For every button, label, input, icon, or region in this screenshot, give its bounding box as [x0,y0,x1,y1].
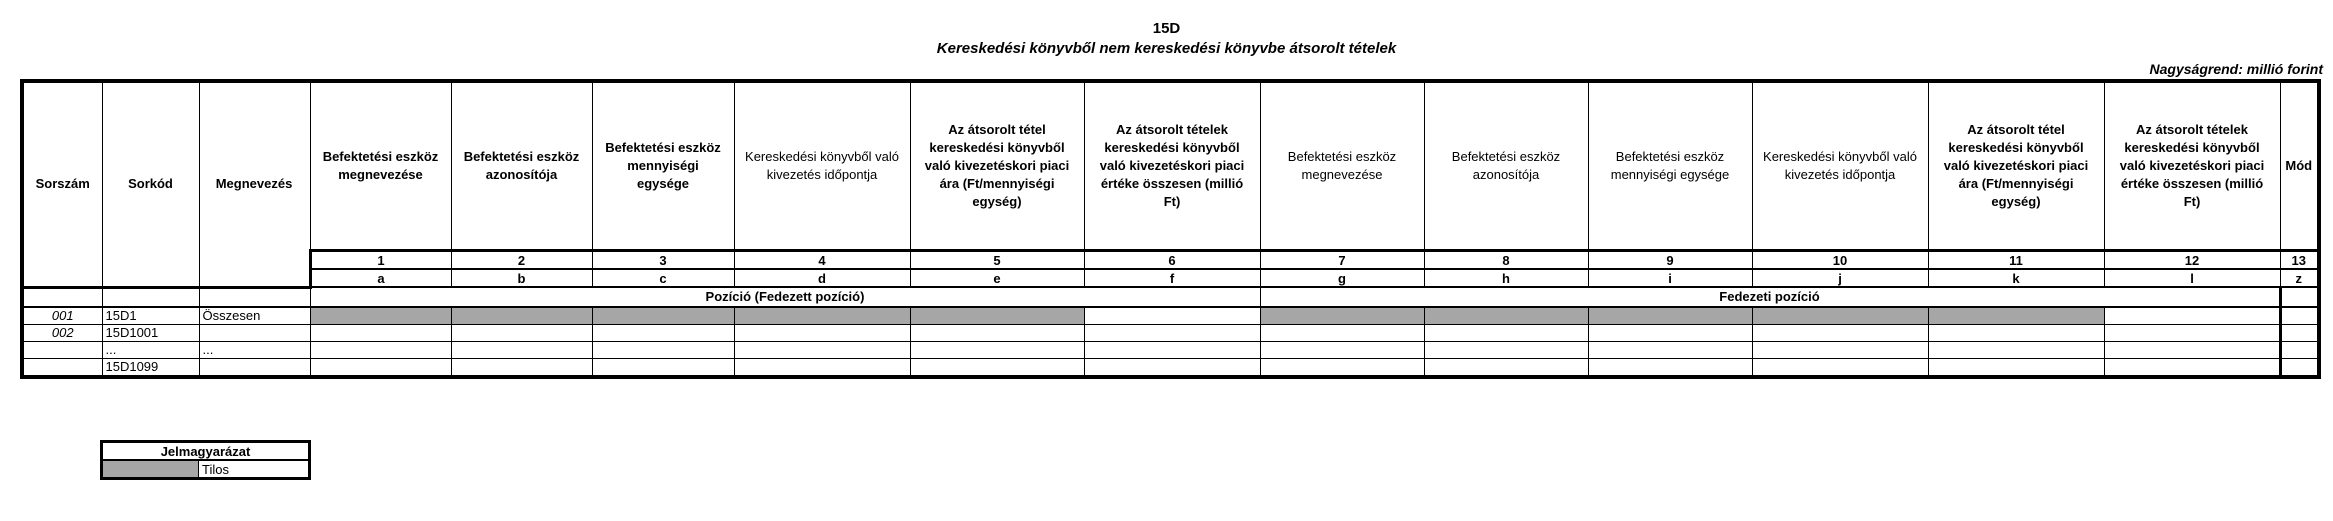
row-sorszam: 001 [22,307,102,325]
data-cell[interactable] [451,324,592,341]
data-cell[interactable] [310,341,451,358]
col-letter: k [1928,269,2104,287]
data-cell[interactable] [910,324,1084,341]
row-sorszam [22,341,102,358]
col-number: 10 [1752,251,1928,270]
col-letter: h [1424,269,1588,287]
data-cell[interactable] [1588,341,1752,358]
data-cell[interactable] [1752,358,1928,377]
disabled-cell [1588,307,1752,325]
col-letter: z [2280,269,2319,287]
row-megnevezes: ... [199,341,310,358]
data-cell[interactable] [1084,341,1260,358]
legend-table [100,440,311,480]
row-sorkod: 15D1 [102,307,199,325]
header-sorkod: Sorkód [102,81,199,287]
data-cell[interactable] [451,341,592,358]
magnitude-note: Nagyságrend: millió forint [2149,61,2323,77]
table-row [22,324,2319,341]
data-cell[interactable] [2280,341,2319,358]
data-cell[interactable] [1260,341,1424,358]
data-cell[interactable] [734,358,910,377]
col-letter: g [1260,269,1424,287]
data-cell[interactable] [2280,307,2319,325]
data-cell[interactable] [1260,358,1424,377]
legend-swatch [102,460,199,479]
col-header-10: Kereskedési könyvből való kivezetés időpontja [1752,81,1928,251]
row-sorkod: 15D1001 [102,324,199,341]
col-header-8: Befektetési eszköz azonosítója [1424,81,1588,251]
col-number: 5 [910,251,1084,270]
col-number: 2 [451,251,592,270]
col-number: 3 [592,251,734,270]
col-letter: d [734,269,910,287]
data-cell[interactable] [2280,324,2319,341]
data-cell[interactable] [592,358,734,377]
row-sorszam: 002 [22,324,102,341]
col-number: 9 [1588,251,1752,270]
col-header-11: Az átsorolt tétel kereskedési könyvből való kivezetéskori piaci ára (Ft/mennyiségi egység) [1928,81,2104,251]
col-header-9: Befektetési eszköz mennyiségi egysége [1588,81,1752,251]
header-sorszam: Sorszám [22,81,102,287]
data-cell[interactable] [734,341,910,358]
col-number: 7 [1260,251,1424,270]
row-sorszam [22,358,102,377]
form-code: 15D [1152,20,1181,37]
col-number: 11 [1928,251,2104,270]
col-header-4: Kereskedési könyvből való kivezetés időpontja [734,81,910,251]
data-cell[interactable] [1752,324,1928,341]
row-megnevezes [199,358,310,377]
data-cell[interactable] [1752,341,1928,358]
report-table [20,79,2321,379]
form-title: Kereskedési könyvből nem kereskedési könyvbe átsorolt tételek [936,40,1397,57]
data-cell[interactable] [1084,324,1260,341]
disabled-cell [1424,307,1588,325]
table-row [22,358,2319,377]
data-cell[interactable] [1424,324,1588,341]
table-row [22,307,2319,325]
data-cell[interactable] [910,358,1084,377]
data-cell[interactable] [310,324,451,341]
col-header-6: Az átsorolt tételek kereskedési könyvből való kivezetéskori piaci értéke összesen (millió Ft) [1084,81,1260,251]
disabled-cell [310,307,451,325]
data-cell[interactable] [1588,324,1752,341]
disabled-cell [734,307,910,325]
col-header-3: Befektetési eszköz mennyiségi egysége [592,81,734,251]
col-letter: j [1752,269,1928,287]
data-cell[interactable] [1588,358,1752,377]
blank-cell [199,287,310,307]
data-cell[interactable] [2280,358,2319,377]
col-letter: i [1588,269,1752,287]
data-cell[interactable] [1928,358,2104,377]
data-cell[interactable] [2104,358,2280,377]
section-label-position: Pozíció (Fedezett pozíció) [310,287,1260,307]
col-number: 12 [2104,251,2280,270]
row-megnevezes: Összesen [199,307,310,325]
data-cell[interactable] [1260,324,1424,341]
data-cell[interactable] [1928,341,2104,358]
disabled-cell [451,307,592,325]
col-letter: b [451,269,592,287]
data-cell[interactable] [2104,324,2280,341]
disabled-cell [910,307,1084,325]
data-cell[interactable] [1424,341,1588,358]
data-cell[interactable] [1084,358,1260,377]
col-header-1: Befektetési eszköz megnevezése [310,81,451,251]
row-sorkod: ... [102,341,199,358]
data-cell[interactable] [310,358,451,377]
col-letter: l [2104,269,2280,287]
legend-title: Jelmagyarázat [102,442,310,461]
col-header-12: Az átsorolt tételek kereskedési könyvből való kivezetéskori piaci értéke összesen (millió Ft) [2104,81,2280,251]
blank-cell [102,287,199,307]
disabled-cell [1928,307,2104,325]
table-row [22,341,2319,358]
data-cell[interactable] [2104,307,2280,325]
disabled-cell [1752,307,1928,325]
col-letter: a [310,269,451,287]
data-cell[interactable] [451,358,592,377]
data-cell[interactable] [910,341,1084,358]
blank-cell [22,287,102,307]
data-cell[interactable] [592,324,734,341]
col-header-5: Az átsorolt tétel kereskedési könyvből való kivezetéskori piaci ára (Ft/mennyiségi egység) [910,81,1084,251]
col-number: 4 [734,251,910,270]
data-cell[interactable] [2104,341,2280,358]
header-megnevezes: Megnevezés [199,81,310,287]
data-cell[interactable] [592,341,734,358]
data-cell[interactable] [734,324,910,341]
disabled-cell [592,307,734,325]
row-megnevezes [199,324,310,341]
disabled-cell [1260,307,1424,325]
col-header-2: Befektetési eszköz azonosítója [451,81,592,251]
data-cell[interactable] [1928,324,2104,341]
legend-label: Tilos [199,460,310,479]
col-number: 6 [1084,251,1260,270]
col-header-7: Befektetési eszköz megnevezése [1260,81,1424,251]
data-cell[interactable] [1084,307,1260,325]
row-sorkod: 15D1099 [102,358,199,377]
data-cell[interactable] [1424,358,1588,377]
col-number: 8 [1424,251,1588,270]
col-number: 13 [2280,251,2319,270]
col-letter: c [592,269,734,287]
col-number: 1 [310,251,451,270]
col-header-13: Mód [2280,81,2319,251]
section-label-hedge: Fedezeti pozíció [1260,287,2280,307]
col-letter: e [910,269,1084,287]
blank-cell [2280,287,2319,307]
col-letter: f [1084,269,1260,287]
